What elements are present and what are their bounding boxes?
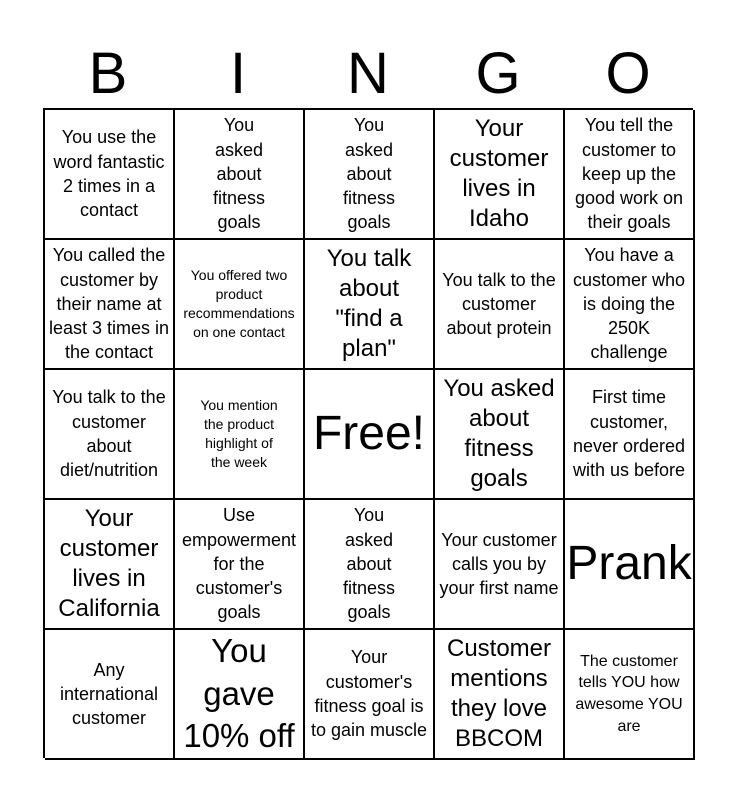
header-letter-i: I [229,41,247,106]
bingo-board [43,108,693,758]
bingo-cell[interactable]: Your customer's fitness goal is to gain muscle [305,630,435,760]
bingo-cell[interactable]: Any international customer [45,630,175,760]
header-letter-g: G [475,41,521,106]
bingo-cell[interactable]: Your customer lives in Idaho [435,110,565,240]
header-letter-o: O [605,41,651,106]
bingo-cell[interactable]: You gave 10% off [175,630,305,760]
bingo-cell[interactable]: Customer mentions they love BBCOM [435,630,565,760]
bingo-cell[interactable]: You have a customer who is doing the 250K challenge [565,240,695,370]
bingo-cell[interactable]: You asked about fitness goals [175,110,305,240]
bingo-cell[interactable]: You mention the product highlight of the week [175,370,305,500]
bingo-cell-free[interactable]: Free! [305,370,435,500]
bingo-cell[interactable]: You asked about fitness goals [305,500,435,630]
bingo-cell[interactable]: You asked about fitness goals [305,110,435,240]
header-letter-b: B [88,41,128,106]
bingo-cell[interactable]: Prank [565,500,695,630]
bingo-header [43,40,693,108]
bingo-cell[interactable]: You talk to the customer about diet/nutrition [45,370,175,500]
bingo-cell[interactable]: You offered two product recommendations on one contact [175,240,305,370]
bingo-cell[interactable]: First time customer, never ordered with us before [565,370,695,500]
bingo-cell[interactable]: You called the customer by their name at least 3 times in the contact [45,240,175,370]
bingo-cell[interactable]: You asked about fitness goals [435,370,565,500]
header-letter-n: N [347,41,389,106]
bingo-cell[interactable]: The customer tells YOU how awesome YOU are [565,630,695,760]
bingo-cell[interactable]: You talk to the customer about protein [435,240,565,370]
bingo-cell[interactable]: Use empowerment for the customer's goals [175,500,305,630]
bingo-cell[interactable]: Your customer lives in California [45,500,175,630]
bingo-cell[interactable]: Your customer calls you by your first name [435,500,565,630]
bingo-cell[interactable]: You tell the customer to keep up the good work on their goals [565,110,695,240]
bingo-cell[interactable]: You talk about "find a plan" [305,240,435,370]
bingo-cell[interactable]: You use the word fantastic 2 times in a contact [45,110,175,240]
